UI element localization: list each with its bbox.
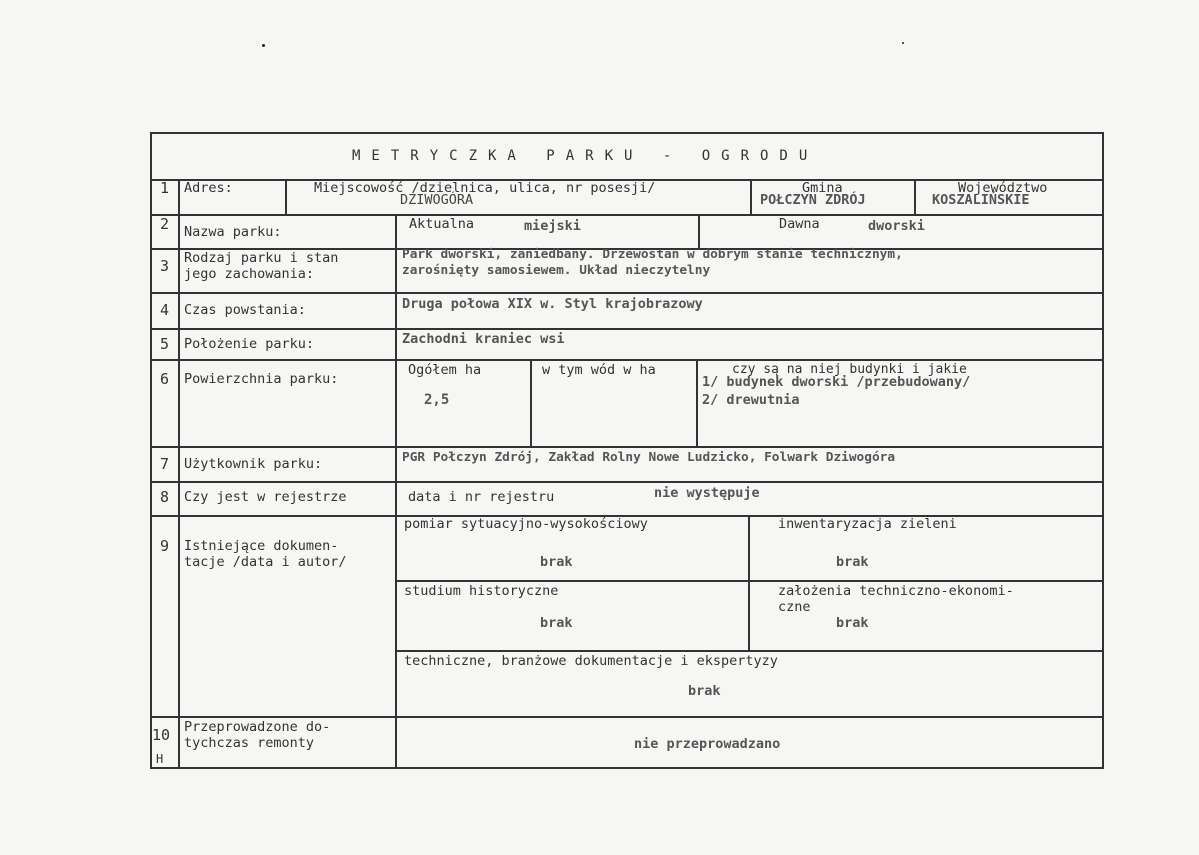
location-value: Zachodni kraniec wsi <box>402 331 565 347</box>
documentation-label-2: tacje /data i autor/ <box>184 554 347 570</box>
buildings-label: czy są na niej budynki i jakie <box>732 362 967 377</box>
rule <box>152 359 1102 361</box>
rule <box>395 650 1102 652</box>
former-name-label: Dawna <box>779 216 820 232</box>
form-title: METRYCZKA PARKU - OGRODU <box>352 148 819 164</box>
rule <box>395 214 397 769</box>
location-label: Położenie parku: <box>184 336 315 352</box>
rule <box>914 179 916 214</box>
register-value: nie występuje <box>654 485 760 501</box>
row-number: 5 <box>160 335 170 353</box>
user-value: PGR Połczyn Zdrój, Zakład Rolny Nowe Ludzicko, Folwark Dziwogóra <box>402 450 896 465</box>
rule <box>285 179 287 214</box>
park-record-form <box>150 132 1104 769</box>
locality-value: DZIWOGÓRA <box>400 192 474 208</box>
row-number: 7 <box>160 455 170 473</box>
scan-speck <box>262 44 265 47</box>
rule <box>178 179 180 769</box>
total-area-value: 2,5 <box>424 392 450 408</box>
margin-mark: H <box>156 752 164 766</box>
voivodeship-value: KOSZALIŃSKIE <box>932 192 1030 208</box>
register-label: Czy jest w rejestrze <box>184 489 347 505</box>
origin-time-label: Czas powstania: <box>184 302 306 318</box>
technical-docs-value: brak <box>688 683 721 699</box>
row-number: 1 <box>160 179 170 197</box>
survey-label: pomiar sytuacyjno-wysokościowy <box>404 516 648 532</box>
rule <box>152 446 1102 448</box>
rule <box>696 359 698 446</box>
user-label: Użytkownik parku: <box>184 456 323 472</box>
techno-economic-label-1: założenia techniczno-ekonomi- <box>778 583 1014 599</box>
greenery-inventory-label: inwentaryzacja zieleni <box>778 516 957 532</box>
rule <box>152 292 1102 294</box>
rule <box>530 359 532 446</box>
rule <box>750 179 752 214</box>
water-area-label: w tym wód w ha <box>542 362 656 378</box>
rule <box>152 214 1102 216</box>
commune-label: Gmina <box>802 180 843 196</box>
buildings-value-1: 1/ budynek dworski /przebudowany/ <box>702 374 971 390</box>
rule <box>152 481 1102 483</box>
rule <box>698 214 700 248</box>
current-name-value: miejski <box>524 218 581 234</box>
park-type-label-1: Rodzaj parku i stan <box>184 250 339 266</box>
row-number: 4 <box>160 301 170 319</box>
row-number: 6 <box>160 370 170 388</box>
buildings-value-2: 2/ drewutnia <box>702 392 800 408</box>
former-name-value: dworski <box>868 218 925 234</box>
register-sublabel: data i nr rejestru <box>408 489 555 505</box>
park-type-value-2: zarośnięty samosiewem. Układ nieczytelny <box>402 263 711 278</box>
technical-docs-label: techniczne, branżowe dokumentacje i ekspertyzy <box>404 653 778 669</box>
row-number: 2 <box>160 215 170 233</box>
repairs-label-1: Przeprowadzone do- <box>184 719 331 735</box>
historical-study-value: brak <box>540 615 573 631</box>
techno-economic-value: brak <box>836 615 869 631</box>
greenery-inventory-value: brak <box>836 554 869 570</box>
repairs-value: nie przeprowadzano <box>634 736 781 752</box>
total-area-label: Ogółem ha <box>408 362 482 378</box>
area-label: Powierzchnia parku: <box>184 371 339 387</box>
survey-value: brak <box>540 554 573 570</box>
repairs-label-2: tychczas remonty <box>184 735 315 751</box>
voivodeship-label: Województwo <box>958 180 1048 196</box>
historical-study-label: studium historyczne <box>404 583 559 599</box>
scan-speck <box>902 42 904 44</box>
commune-value: POŁCZYN ZDRÓJ <box>760 192 866 208</box>
park-type-value-1: Park dworski, zaniedbany. Drzewostan w dobrym stanie technicznym, <box>402 247 903 262</box>
rule <box>152 716 1102 718</box>
row-number: 3 <box>160 257 170 275</box>
techno-economic-label-2: czne <box>778 599 811 615</box>
row-number: 10 <box>152 726 171 744</box>
row-number: 9 <box>160 537 170 555</box>
row-number: 8 <box>160 488 170 506</box>
address-label: Adres: <box>184 180 233 196</box>
rule <box>748 515 750 650</box>
park-name-label: Nazwa parku: <box>184 224 282 240</box>
current-name-label: Aktualna <box>409 216 475 232</box>
locality-label: Miejscowość /dzielnica, ulica, nr posesji/ <box>314 180 656 196</box>
rule <box>152 328 1102 330</box>
origin-time-value: Druga połowa XIX w. Styl krajobrazowy <box>402 296 703 312</box>
park-type-label-2: jego zachowania: <box>184 266 315 282</box>
documentation-label-1: Istniejące dokumen- <box>184 538 339 554</box>
